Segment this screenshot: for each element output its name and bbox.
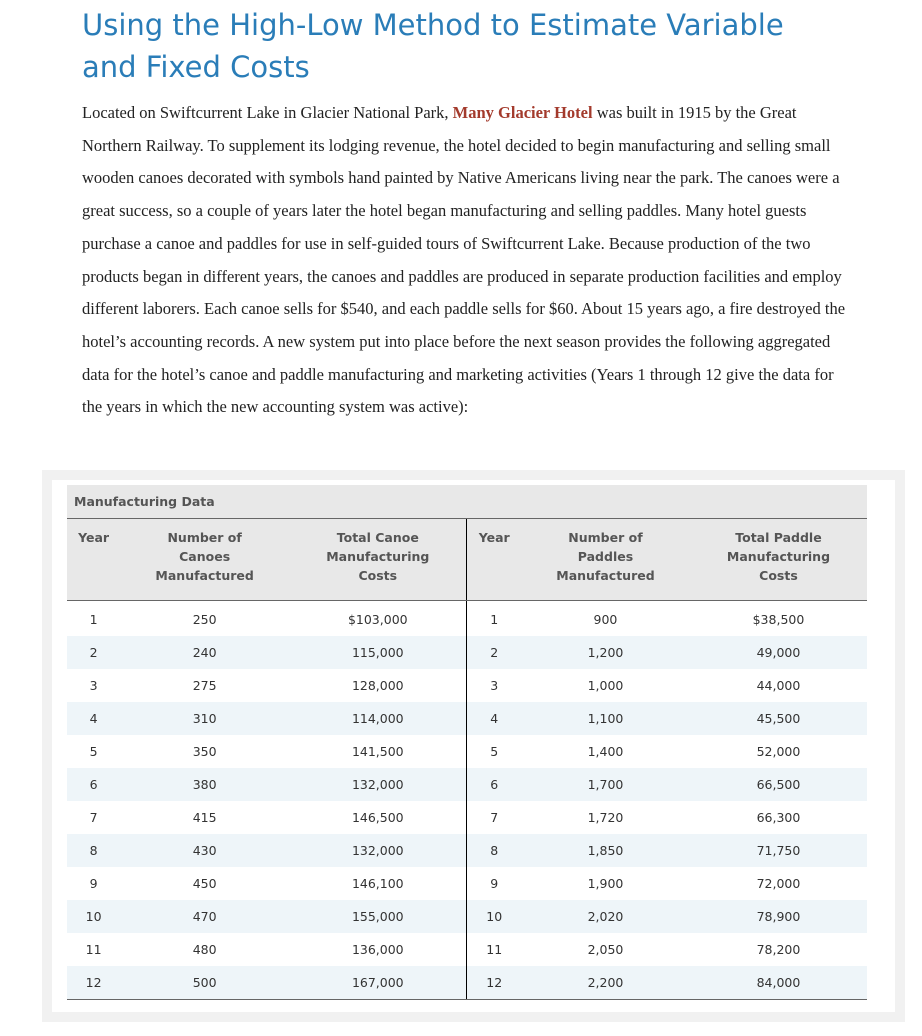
table-row [67, 867, 867, 900]
intro-text: Located on Swiftcurrent Lake in Glacier National Park, [82, 103, 453, 122]
cell-paddle-year: 8 [467, 834, 521, 867]
cell-paddles-manufactured: 2,200 [521, 966, 690, 1000]
cell-paddle-costs: 66,300 [756, 810, 801, 825]
cell-paddle-year: 3 [490, 678, 499, 693]
header-line: Total Paddle [735, 530, 822, 545]
cell-canoe-costs: 155,000 [289, 900, 467, 933]
cell-paddles-manufactured: 1,100 [521, 702, 690, 735]
manufacturing-data-table [67, 485, 867, 1000]
table-row [67, 702, 867, 735]
intro-paragraph [82, 97, 857, 424]
header-line: Costs [759, 568, 798, 583]
cell-canoes-manufactured: 500 [120, 966, 289, 1000]
cell-paddle-costs: 66,500 [690, 768, 867, 801]
table-panel [42, 470, 905, 1022]
header-line: Total Canoe [336, 530, 419, 545]
cell-canoes-manufactured: 430 [120, 834, 289, 867]
table-caption: Manufacturing Data [67, 485, 867, 519]
cell-paddles-manufactured: 1,000 [587, 678, 624, 693]
table-row [67, 669, 867, 702]
header-line: Year [478, 530, 510, 545]
table-row [67, 933, 867, 966]
cell-paddle-year: 9 [490, 876, 499, 891]
table-row [67, 900, 867, 933]
cell-canoes-manufactured: 415 [192, 810, 217, 825]
cell-paddles-manufactured: 1,200 [521, 636, 690, 669]
cell-canoe-costs: 136,000 [289, 933, 467, 966]
header-line: Number of [167, 530, 242, 545]
cell-canoe-costs: 146,500 [289, 801, 467, 834]
header-line: Manufacturing [326, 549, 430, 564]
hotel-name: Many Glacier Hotel [452, 103, 593, 122]
header-line: Paddles [577, 549, 634, 564]
cell-canoe-costs: 132,000 [289, 834, 467, 867]
column-header-paddles-manufactured [521, 519, 690, 601]
cell-canoe-year: 7 [89, 810, 98, 825]
cell-canoe-costs: $103,000 [289, 603, 467, 636]
cell-canoe-year: 4 [67, 702, 120, 735]
header-line: Manufacturing [726, 549, 831, 564]
cell-paddle-costs: 52,000 [756, 744, 801, 759]
header-line: Costs [358, 568, 398, 583]
cell-canoes-manufactured: 250 [192, 612, 217, 627]
cell-paddle-costs: 78,900 [690, 900, 867, 933]
cell-paddles-manufactured: 1,400 [587, 744, 624, 759]
cell-canoes-manufactured: 480 [192, 942, 217, 957]
cell-canoe-year: 9 [89, 876, 98, 891]
column-header-canoe-costs [289, 519, 467, 601]
cell-canoes-manufactured: 350 [192, 744, 217, 759]
intro-text-rest: was built in 1915 by the Great Northern Railway. To supplement its lodging revenue, the hotel decided to begin manufacturing and selling small wooden canoes decorated with symbols hand painted by Native Americans living near the park. The canoes were a great success, so a couple of years later the hotel began manufacturing and selling paddles. Many hotel guests purchase a canoe and paddles for use in self-guided tours of Swiftcurrent Lake. Because production of the two products began in different years, the canoes and paddles are produced in separate production facilities and employ different laborers. Each canoe sells for $540, and each paddle sells for $60. About 15 years ago, a fire destroyed the hotel’s accounting records. A new system put into place before the next season provides the following aggregated data for the hotel’s canoe and paddle manufacturing and marketing activities (Years 1 through 12 give the data for the years in which the new accounting system was active): [82, 103, 846, 417]
cell-paddle-year: 7 [490, 810, 499, 825]
table-row [67, 603, 867, 636]
cell-paddle-year: 10 [467, 900, 521, 933]
table-row [67, 801, 867, 834]
cell-canoe-costs: 167,000 [289, 966, 467, 1000]
table-row [67, 735, 867, 768]
cell-canoe-year: 8 [67, 834, 120, 867]
cell-paddles-manufactured: 1,720 [587, 810, 624, 825]
cell-canoes-manufactured: 450 [192, 876, 217, 891]
cell-paddle-year: 2 [467, 636, 521, 669]
cell-paddle-costs: 44,000 [756, 678, 801, 693]
cell-paddle-costs: 71,750 [690, 834, 867, 867]
header-line: Year [78, 530, 110, 545]
cell-canoe-year: 10 [67, 900, 120, 933]
cell-paddle-costs: 72,000 [756, 876, 801, 891]
cell-paddle-costs: 45,500 [690, 702, 867, 735]
cell-canoe-year: 1 [89, 612, 98, 627]
cell-canoes-manufactured: 380 [120, 768, 289, 801]
column-header-paddle-costs [690, 519, 867, 601]
header-line: Canoes [179, 549, 231, 564]
table-panel-inner [52, 480, 895, 1012]
cell-paddle-year: 1 [490, 612, 499, 627]
cell-canoe-year: 3 [89, 678, 98, 693]
column-header-canoe-year [67, 519, 120, 601]
header-line: Manufactured [155, 568, 254, 583]
cell-canoe-costs: 128,000 [289, 669, 467, 702]
cell-paddles-manufactured: 2,020 [521, 900, 690, 933]
header-line: Number of [568, 530, 643, 545]
cell-canoes-manufactured: 240 [120, 636, 289, 669]
table-row [67, 834, 867, 867]
cell-canoe-costs: 114,000 [289, 702, 467, 735]
cell-canoes-manufactured: 310 [120, 702, 289, 735]
cell-paddle-costs: 84,000 [690, 966, 867, 1000]
header-line: Manufactured [556, 568, 655, 583]
cell-paddle-year: 11 [486, 942, 503, 957]
cell-canoe-year: 5 [89, 744, 98, 759]
cell-canoe-costs: 141,500 [289, 735, 467, 768]
cell-canoe-year: 6 [67, 768, 120, 801]
cell-paddle-year: 5 [490, 744, 499, 759]
cell-canoe-year: 2 [67, 636, 120, 669]
cell-canoe-costs: 115,000 [289, 636, 467, 669]
cell-paddle-year: 4 [467, 702, 521, 735]
table-row [67, 636, 867, 669]
cell-paddles-manufactured: 900 [593, 612, 618, 627]
cell-paddle-year: 6 [467, 768, 521, 801]
cell-paddles-manufactured: 1,850 [521, 834, 690, 867]
page-title: Using the High-Low Method to Estimate Variable and Fixed Costs [82, 8, 784, 84]
cell-canoe-costs: 132,000 [289, 768, 467, 801]
cell-paddles-manufactured: 2,050 [587, 942, 624, 957]
table-row [67, 768, 867, 801]
cell-canoes-manufactured: 275 [192, 678, 217, 693]
cell-paddle-costs: 78,200 [756, 942, 801, 957]
cell-paddle-costs: 49,000 [690, 636, 867, 669]
column-header-canoes-manufactured [120, 519, 289, 601]
table-row [67, 966, 867, 1000]
cell-canoes-manufactured: 470 [120, 900, 289, 933]
cell-paddles-manufactured: 1,900 [587, 876, 624, 891]
cell-canoe-year: 11 [85, 942, 102, 957]
column-header-paddle-year [467, 519, 521, 601]
cell-paddle-costs: $38,500 [752, 612, 805, 627]
cell-canoe-costs: 146,100 [289, 867, 467, 900]
cell-canoe-year: 12 [67, 966, 120, 1000]
cell-paddles-manufactured: 1,700 [521, 768, 690, 801]
cell-paddle-year: 12 [467, 966, 521, 1000]
